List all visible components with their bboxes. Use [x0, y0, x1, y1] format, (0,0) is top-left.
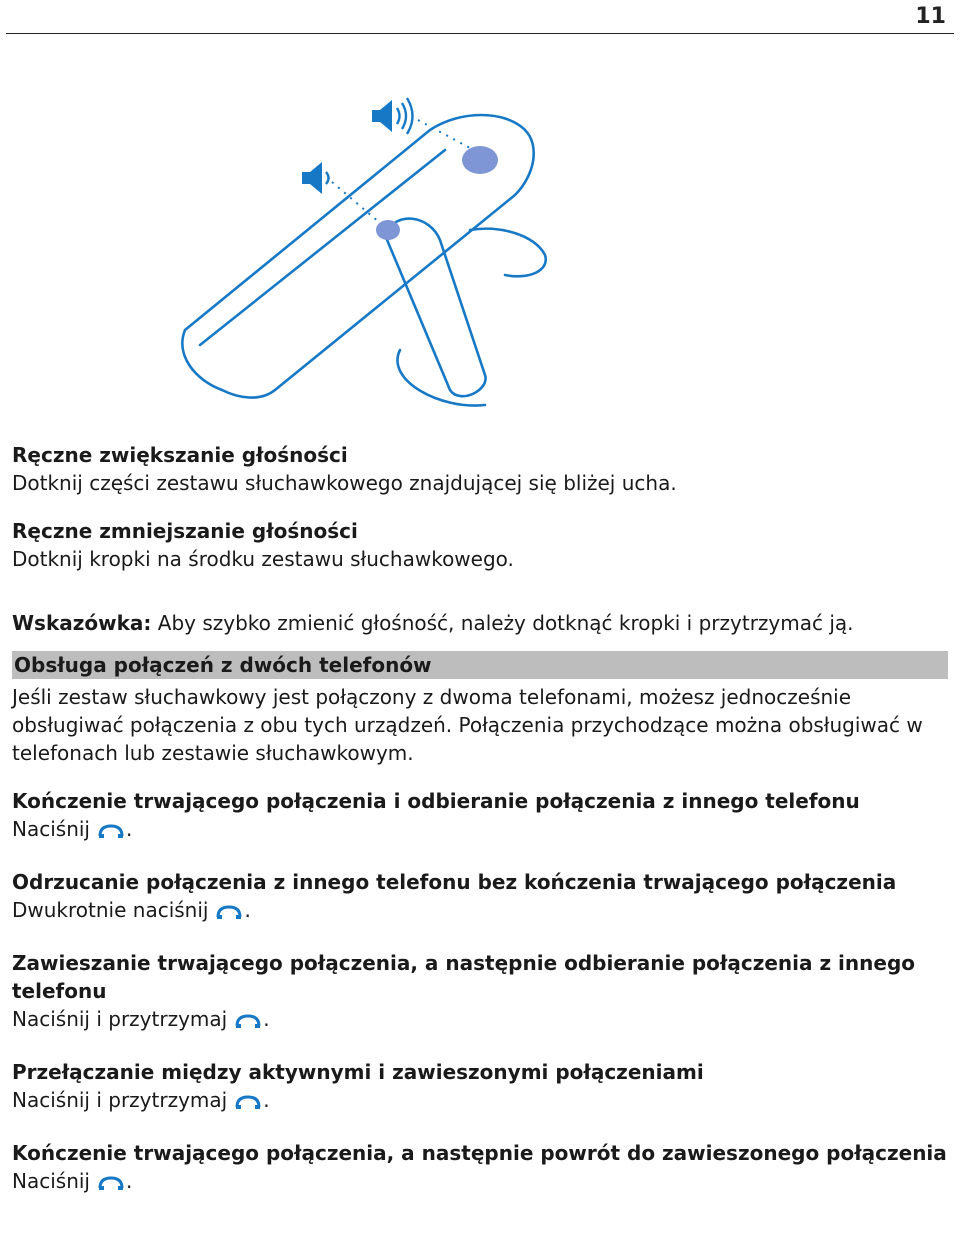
tip-label: Wskazówka: — [12, 611, 152, 635]
action-instruction — [12, 1167, 948, 1195]
instruction-text: Naciśnij — [12, 1169, 90, 1193]
instruction-suffix: . — [244, 898, 251, 922]
call-key-icon — [98, 1174, 124, 1192]
volume-up-heading: Ręczne zwiększanie głośności — [12, 443, 348, 467]
action-instruction — [12, 1086, 948, 1114]
page-number: 11 — [915, 4, 946, 29]
hand — [397, 350, 485, 406]
instruction-text: Naciśnij i przytrzymaj — [12, 1007, 228, 1031]
action-instruction — [12, 1005, 948, 1033]
tip-text: Aby szybko zmienić głośność, należy dotknąć kropki i przytrzymać ją. — [151, 611, 854, 635]
top-rule — [6, 33, 954, 34]
call-key-icon — [235, 1093, 261, 1111]
headset-illustration — [160, 90, 580, 420]
dual-calls-text: Jeśli zestaw słuchawkowy jest połączony z dwoma telefonami, możesz jednocześnie obsługiwać połączenia z obu tych urządzeń. Połączenia przychodzące można obsługiwać w telefonach lub zestawie słuchawkowym. — [12, 685, 923, 765]
instruction-text: Naciśnij i przytrzymaj — [12, 1088, 228, 1112]
action-heading: Przełączanie między aktywnymi i zawieszonymi połączeniami — [12, 1060, 704, 1084]
action-heading: Zawieszanie trwającego połączenia, a następnie odbieranie połączenia z innego telefonu — [12, 951, 916, 1003]
tip — [12, 609, 948, 637]
volume-down-icon — [302, 162, 329, 194]
instruction-suffix: . — [263, 1007, 270, 1031]
volume-down-text: Dotknij kropki na środku zestawu słuchawkowego. — [12, 547, 514, 571]
volume-down-dot — [376, 220, 400, 240]
action-heading: Odrzucanie połączenia z innego telefonu bez kończenia trwającego połączenia — [12, 870, 897, 894]
section-dual-calls-heading: Obsługa połączeń z dwóch telefonów — [12, 651, 948, 679]
call-key-icon — [235, 1012, 261, 1030]
instruction-suffix: . — [125, 1169, 133, 1193]
volume-down-heading: Ręczne zmniejszanie głośności — [12, 519, 358, 543]
ear-loop — [470, 229, 546, 277]
action-heading: Kończenie trwającego połączenia, a następnie powrót do zawieszonego połączenia — [12, 1141, 947, 1165]
action-instruction — [12, 815, 948, 843]
volume-up-text: Dotknij części zestawu słuchawkowego znajdującej się bliżej ucha. — [12, 471, 677, 495]
call-key-icon — [216, 903, 242, 921]
call-key-icon — [98, 822, 124, 840]
action-heading: Kończenie trwającego połączenia i odbieranie połączenia z innego telefonu — [12, 789, 860, 813]
instruction-text: Naciśnij — [12, 817, 90, 841]
instruction-suffix: . — [125, 817, 133, 841]
action-instruction — [12, 896, 948, 924]
volume-up-icon — [372, 98, 413, 134]
volume-up-dot — [462, 146, 498, 174]
instruction-suffix: . — [263, 1088, 270, 1112]
headset-edge — [200, 150, 445, 345]
instruction-text: Dwukrotnie naciśnij — [12, 898, 209, 922]
content — [12, 441, 948, 1195]
